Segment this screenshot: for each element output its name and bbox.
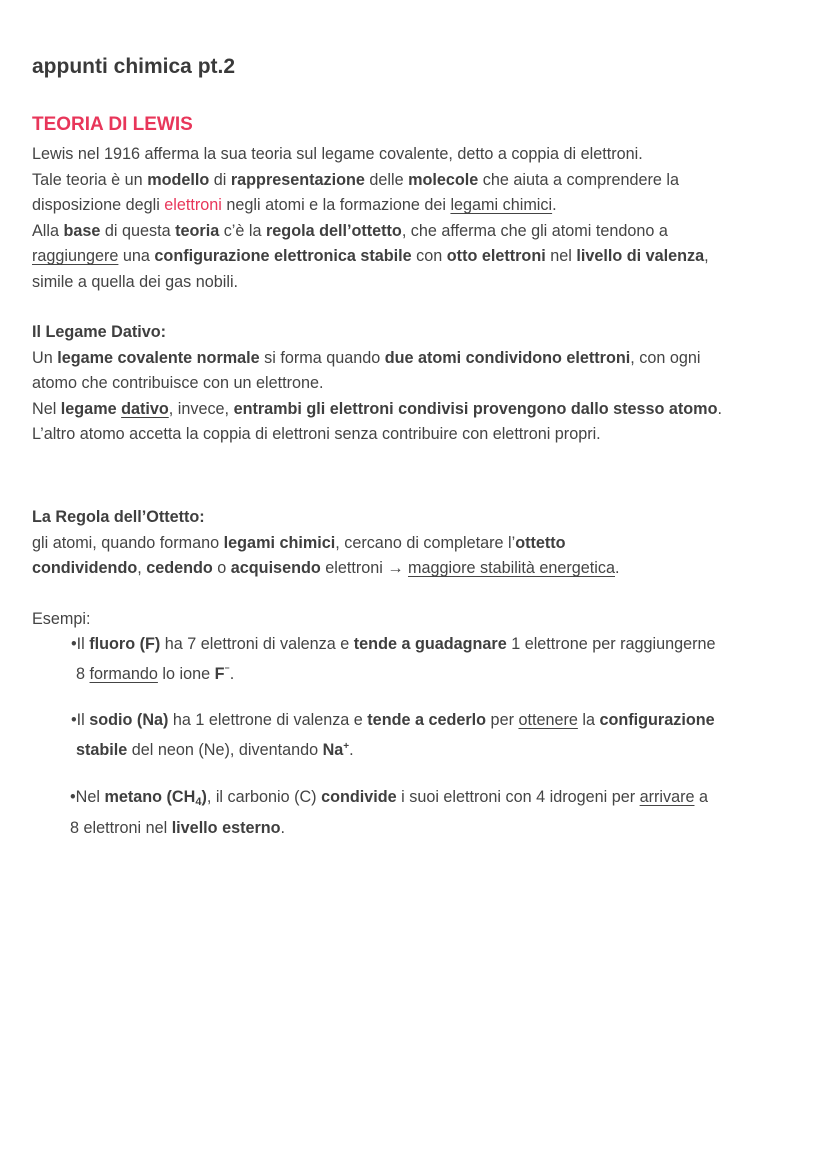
text-span: ha 1 elettrone di valenza e: [168, 711, 368, 729]
text-span: di: [209, 170, 231, 189]
bold-text: [121, 400, 169, 418]
highlight-text: elettroni: [164, 196, 222, 215]
text-line: [32, 708, 802, 734]
bold-text: Na: [322, 740, 344, 759]
ottetto-paragraph: [32, 505, 802, 582]
subheading-ottetto: La Regola dell’Ottetto:: [32, 508, 205, 526]
text-span: L’altro atomo accetta la coppia di elettroni senza contribuire con elettroni propri.: [32, 425, 601, 444]
bold-text: modello: [147, 170, 210, 189]
bold-text: condivide: [321, 788, 397, 806]
text-line: [32, 219, 802, 245]
text-span: , cercano di completare l’: [335, 533, 516, 552]
text-span: Un: [32, 348, 58, 367]
text-span: Lewis nel 1916 afferma la sua teoria sul legame covalente, detto a coppia di elettroni.: [32, 145, 643, 163]
text-line: [32, 397, 802, 423]
text-span: la: [577, 711, 600, 729]
text-line: [32, 632, 802, 658]
lewis-paragraph: [32, 142, 802, 296]
bold-text: molecole: [408, 170, 479, 189]
text-line: [32, 320, 802, 346]
text-span: con: [411, 247, 447, 266]
text-line: [32, 244, 802, 270]
text-line: [32, 816, 802, 842]
text-span: •Il: [71, 711, 90, 729]
example-metano: [32, 785, 802, 841]
text-span: ha 7 elettroni di valenza e: [160, 635, 354, 653]
esempi-label: Esempi:: [32, 610, 91, 628]
bold-text: configurazione elettronica stabile: [154, 247, 412, 266]
text-span: Alla: [32, 221, 64, 240]
subheading-dativo: Il Legame Dativo:: [32, 323, 167, 341]
bold-text: legami chimici: [223, 533, 336, 552]
bold-text: stabile: [76, 740, 128, 759]
text-span: , il carbonio (C): [206, 788, 322, 806]
text-span: .: [349, 740, 354, 759]
text-span: lo ione: [157, 664, 215, 683]
example-sodio: [32, 708, 802, 763]
text-span: di questa: [100, 221, 176, 240]
text-span: .: [717, 399, 722, 418]
text-span: .: [229, 664, 235, 683]
text-span: o: [212, 559, 231, 578]
bold-text: configurazione: [599, 711, 715, 729]
text-span: elettroni →: [320, 559, 409, 578]
text-span: i suoi elettroni con 4 idrogeni per: [396, 788, 640, 806]
bold-text: fluoro (F): [89, 635, 161, 653]
text-span: a: [694, 788, 708, 806]
bold-text: teoria: [175, 221, 220, 240]
text-span: ,: [137, 559, 147, 578]
text-span: una: [118, 247, 155, 266]
bold-text: acquisendo: [230, 559, 321, 578]
text-span: , che afferma che gli atomi tendono a: [401, 221, 668, 240]
bold-text: otto elettroni: [446, 247, 546, 266]
bold-text: livello esterno: [171, 818, 281, 837]
underlined-text: arrivare: [639, 788, 695, 806]
text-span: c’è la: [219, 221, 266, 240]
text-span: del neon (Ne), diventando: [127, 740, 323, 759]
bold-text: legame covalente normale: [57, 348, 260, 367]
bold-text: legame: [60, 399, 122, 418]
text-span: si forma quando: [259, 348, 385, 367]
text-span: gli atomi, quando formano: [32, 533, 224, 552]
text-span: delle: [364, 170, 409, 189]
text-line: [32, 785, 802, 816]
bold-text: livello di valenza: [576, 247, 705, 266]
text-span: disposizione degli: [32, 196, 165, 215]
text-line: [32, 505, 802, 531]
text-span: .: [280, 818, 286, 837]
text-span: •Il: [71, 635, 90, 653]
text-span: , con ogni: [630, 348, 701, 367]
bold-text: regola dell’ottetto: [266, 221, 402, 240]
bold-text: due atomi condividono elettroni: [384, 348, 631, 367]
text-span: atomo che contribuisce con un elettrone.: [32, 374, 324, 393]
text-span: simile a quella dei gas nobili.: [32, 272, 239, 291]
text-line: [32, 168, 802, 194]
text-span: 8 elettroni nel: [70, 818, 172, 837]
bold-text: sodio (Na): [89, 711, 169, 729]
text-line: [32, 270, 802, 296]
page-title: appunti chimica pt.2: [32, 55, 236, 78]
bold-text: condividendo: [32, 559, 138, 578]
underlined-text: maggiore stabilità energetica: [408, 559, 615, 578]
bold-text: tende a cederlo: [367, 711, 487, 729]
subscript-text: 4: [195, 796, 202, 808]
text-span: •Nel: [70, 788, 105, 806]
text-span: , invece,: [168, 399, 234, 418]
underlined-text: formando: [89, 664, 158, 683]
text-span: 1 elettrone per raggiungerne: [506, 635, 716, 653]
text-line: [32, 734, 802, 764]
underlined-text: legami chimici: [450, 196, 553, 215]
bold-text: base: [63, 221, 101, 240]
text-line: [32, 422, 802, 448]
text-span: 8: [76, 664, 90, 683]
superscript-text: ⁻: [224, 664, 230, 676]
underlined-text: ottenere: [518, 711, 578, 729]
text-span: .: [614, 559, 620, 578]
underlined-text: raggiungere: [32, 247, 119, 266]
text-span: Tale teoria è un: [32, 170, 148, 189]
text-span: negli atomi e la formazione dei: [221, 196, 451, 215]
section-heading-lewis: TEORIA DI LEWIS: [32, 114, 193, 135]
bold-text: ottetto: [515, 533, 566, 552]
text-line: [32, 658, 802, 688]
text-line: [32, 556, 802, 582]
superscript-text: +: [343, 740, 350, 752]
underlined-text: dativo: [121, 399, 169, 418]
bold-text: tende a guadagnare: [353, 635, 507, 653]
bold-text: cedendo: [146, 559, 213, 578]
dativo-paragraph: [32, 320, 802, 448]
esempi-label-block: [32, 607, 802, 633]
bold-text: rappresentazione: [230, 170, 365, 189]
bold-text: metano (CH: [104, 788, 196, 806]
bold-text: entrambi gli elettroni condivisi provengono dallo stesso atomo: [233, 399, 718, 418]
text-line: [32, 531, 802, 557]
text-span: ,: [704, 247, 709, 266]
text-line: [32, 193, 802, 219]
bold-text: ): [201, 788, 207, 806]
text-line: [32, 346, 802, 372]
bold-text: F: [214, 664, 225, 683]
text-line: [32, 371, 802, 397]
text-span: per: [486, 711, 519, 729]
text-span: Nel: [32, 399, 61, 418]
example-fluoro: [32, 632, 802, 687]
text-span: nel: [545, 247, 577, 266]
text-span: .: [552, 196, 557, 215]
text-line: [32, 142, 802, 168]
text-span: che aiuta a comprendere la: [478, 170, 679, 189]
